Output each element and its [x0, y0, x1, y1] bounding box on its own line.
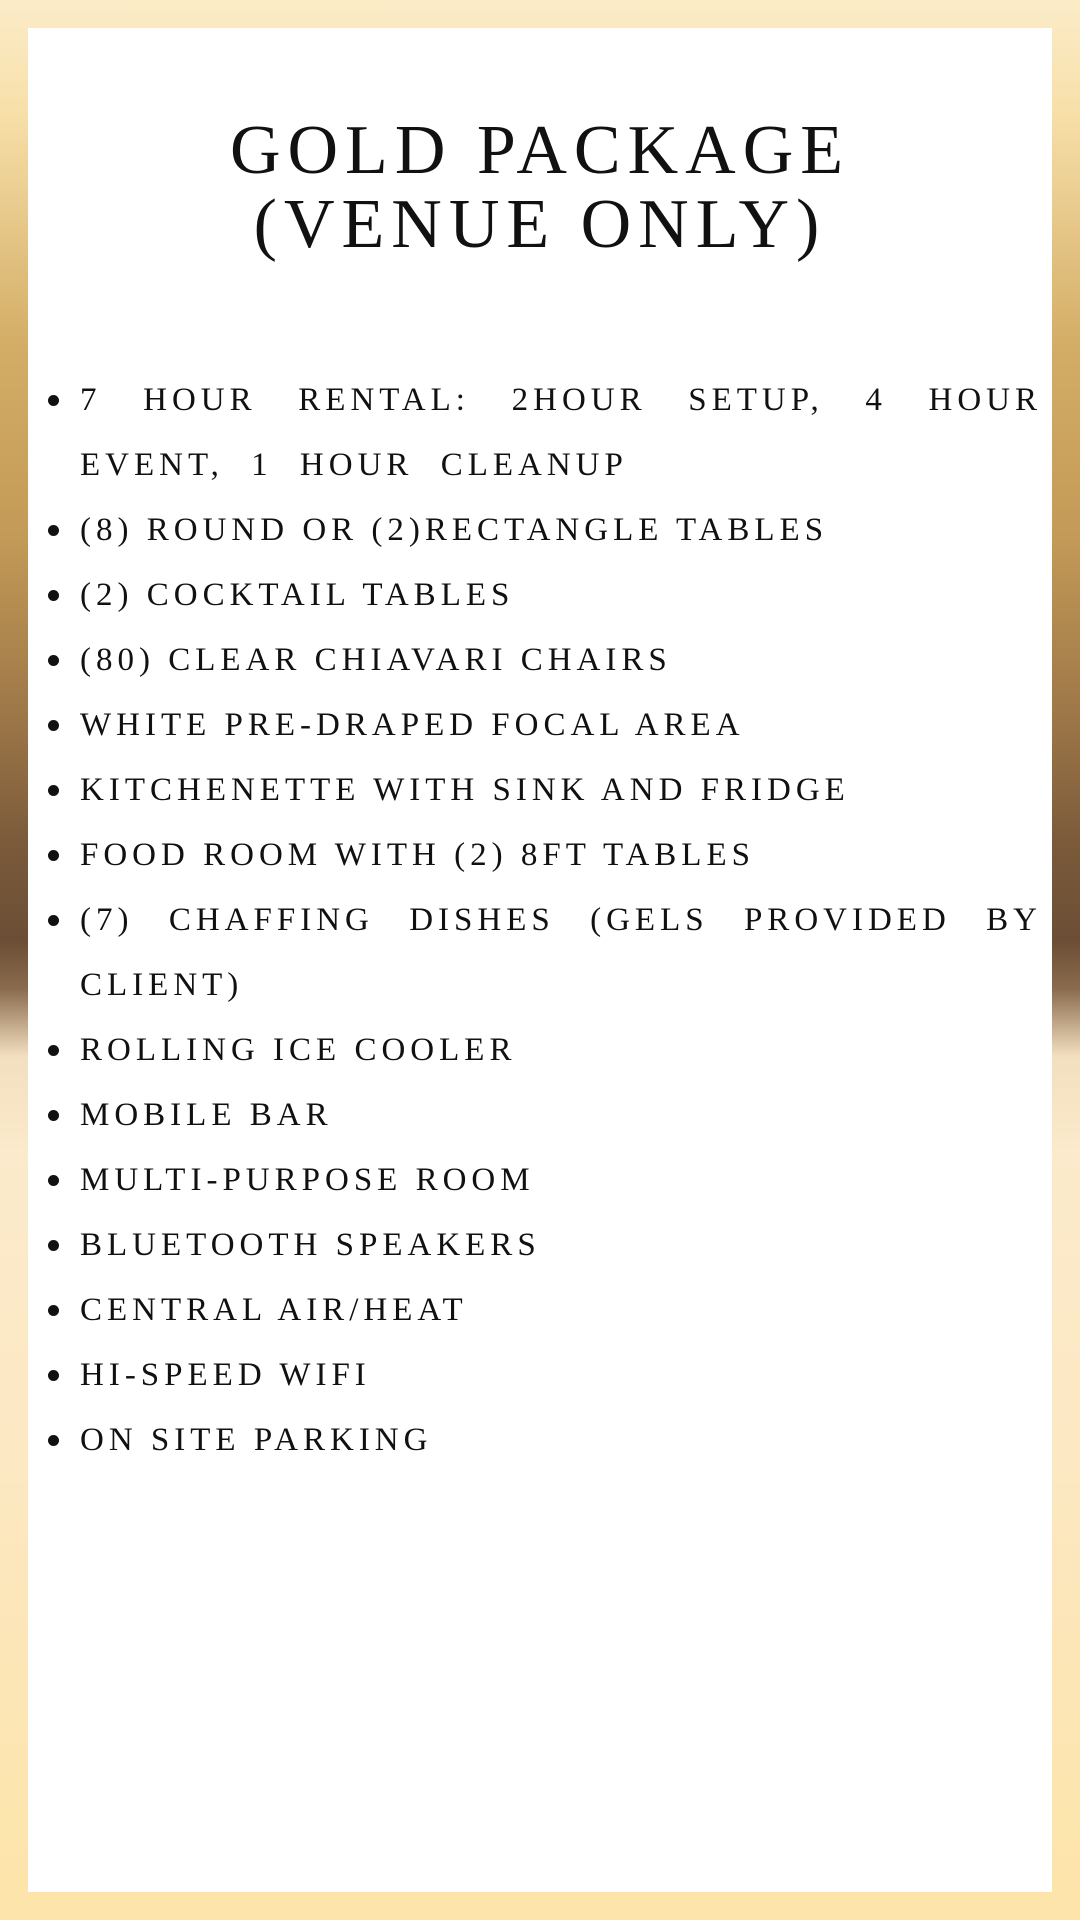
amenity-text: (7) CHAFFING DISHES (GELS PROVIDED BY CLIENT) [80, 902, 1042, 1003]
amenity-item [28, 563, 1052, 628]
bullet-icon [48, 1305, 59, 1316]
amenity-item [28, 758, 1052, 823]
bullet-icon [48, 655, 59, 666]
amenity-item [28, 1343, 1052, 1408]
amenity-text: WHITE PRE-DRAPED FOCAL AREA [80, 707, 745, 743]
package-title-line-1: GOLD PACKAGE [229, 112, 851, 189]
amenity-text: ROLLING ICE COOLER [80, 1032, 517, 1068]
bullet-icon [48, 525, 59, 536]
bullet-icon [48, 1240, 59, 1251]
amenity-item [28, 823, 1052, 888]
bullet-icon [48, 1110, 59, 1121]
amenity-text: FOOD ROOM WITH (2) 8FT TABLES [80, 837, 755, 873]
amenity-text: KITCHENETTE WITH SINK AND FRIDGE [80, 772, 850, 808]
amenity-text: 7 HOUR RENTAL: 2HOUR SETUP, 4 HOUR EVENT, 1 HOUR CLEANUP [80, 382, 1042, 483]
bullet-icon [48, 785, 59, 796]
bullet-icon [48, 720, 59, 731]
amenity-text: (8) ROUND OR (2)RECTANGLE TABLES [80, 512, 829, 548]
package-card [28, 28, 1052, 1892]
amenity-item [28, 368, 1052, 498]
amenity-text: HI-SPEED WIFI [80, 1357, 371, 1393]
bullet-icon [48, 590, 59, 601]
amenity-text: ON SITE PARKING [80, 1422, 433, 1458]
package-title-line-2: (VENUE ONLY) [253, 186, 827, 263]
amenity-item [28, 498, 1052, 563]
amenity-text: CENTRAL AIR/HEAT [80, 1292, 468, 1328]
amenity-item [28, 1018, 1052, 1083]
amenity-item [28, 693, 1052, 758]
amenity-item [28, 1213, 1052, 1278]
bullet-icon [48, 850, 59, 861]
amenity-item [28, 1408, 1052, 1473]
amenity-text: BLUETOOTH SPEAKERS [80, 1227, 541, 1263]
amenity-item [28, 888, 1052, 1018]
bullet-icon [48, 1045, 59, 1056]
amenity-text: (2) COCKTAIL TABLES [80, 577, 515, 613]
amenity-item [28, 1148, 1052, 1213]
package-title [28, 114, 1052, 262]
amenity-text: MULTI-PURPOSE ROOM [80, 1162, 535, 1198]
bullet-icon [48, 1435, 59, 1446]
amenity-item [28, 1278, 1052, 1343]
bullet-icon [48, 1175, 59, 1186]
bullet-icon [48, 915, 59, 926]
amenity-item [28, 1083, 1052, 1148]
amenity-item [28, 628, 1052, 693]
amenities-list [28, 368, 1052, 1473]
amenity-text: (80) CLEAR CHIAVARI CHAIRS [80, 642, 672, 678]
bullet-icon [48, 395, 59, 406]
amenity-text: MOBILE BAR [80, 1097, 333, 1133]
bullet-icon [48, 1370, 59, 1381]
